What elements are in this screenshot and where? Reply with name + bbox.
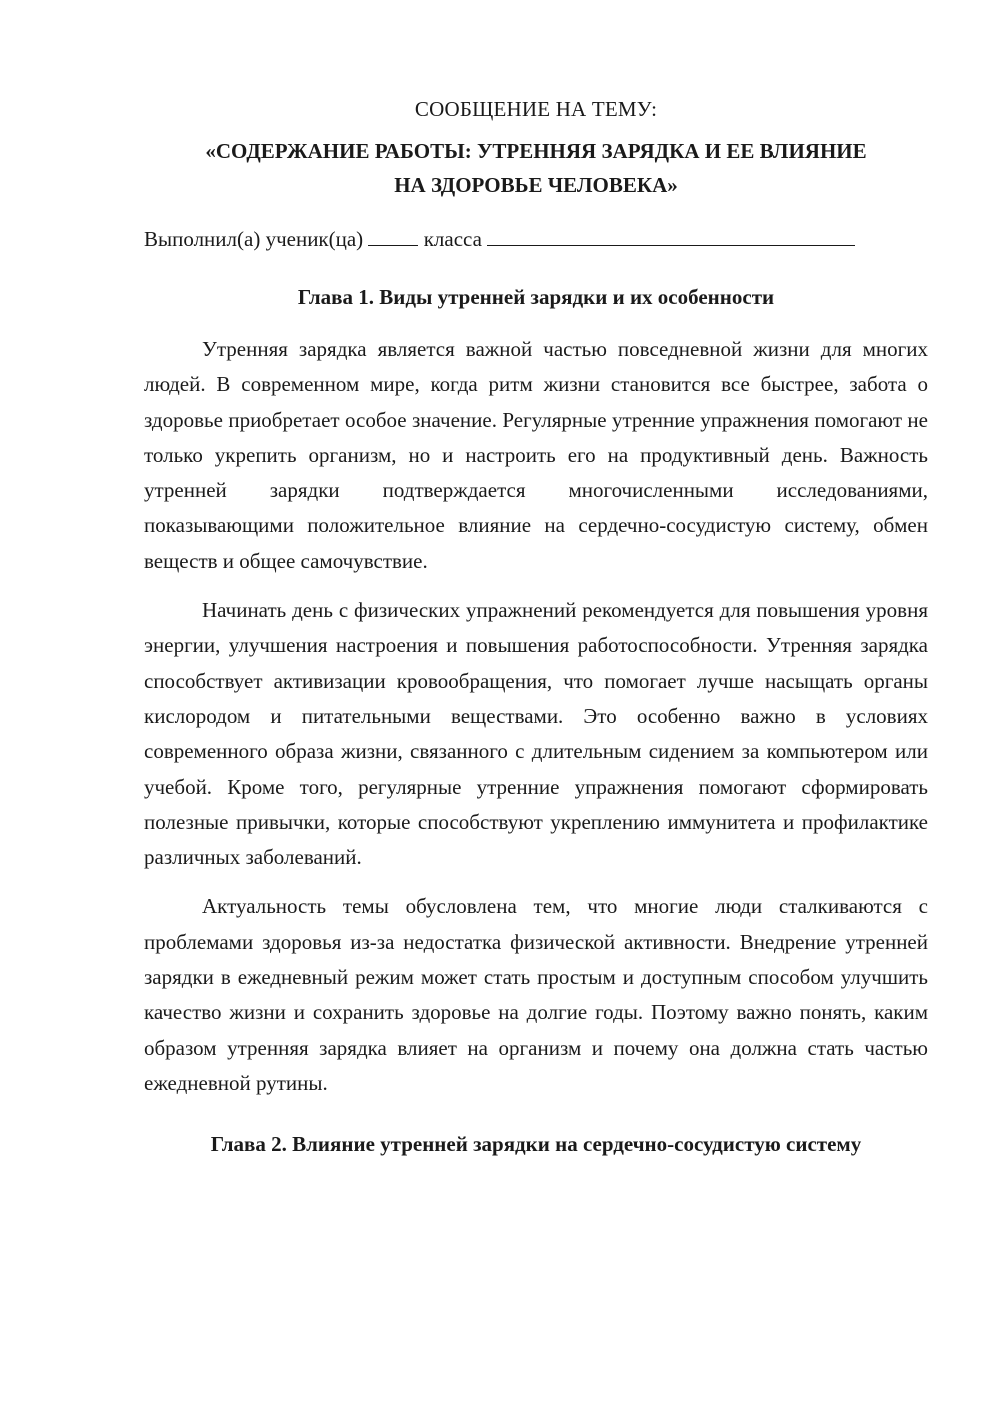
document-title-line-2: НА ЗДОРОВЬЕ ЧЕЛОВЕКА» [394,173,678,197]
document-title-line-1: «СОДЕРЖАНИЕ РАБОТЫ: УТРЕННЯЯ ЗАРЯДКА И ЕЕ ВЛИЯНИЕ [205,139,867,163]
author-line [144,222,928,256]
grade-blank [368,225,418,246]
chapter-1-heading: Глава 1. Виды утренней зарядки и их особенности [297,285,775,309]
class-label: класса [423,227,482,251]
document-page [144,92,928,1161]
chapter-2-heading: Глава 2. Влияние утренней зарядки на сердечно-сосудистую систему [210,1132,862,1157]
document-topic: СООБЩЕНИЕ НА ТЕМУ: [414,97,658,121]
paragraph-1: Утренняя зарядка является важной частью повседневной жизни для многих людей. В современном мире, когда ритм жизни становится все быстрее, забота о здоровье приобретает особое значение. Регулярные утренние упражнения помогают не только укрепить организм, но и настроить его на продуктивный день. Важность утренней зарядки подтверждается многочисленными исследованиями, показывающими положительное влияние на сердечно-сосудистую систему, обмен веществ и общее самочувствие. [144,337,928,573]
document-title [144,134,928,202]
name-blank [487,225,855,246]
paragraph-3: Актуальность темы обусловлена тем, что многие люди сталкиваются с проблемами здоровья из-за недостатка физической активности. Внедрение утренней зарядки в ежедневный режим может стать простым и доступным способом улучшить качество жизни и сохранить здоровье на долгие годы. Поэтому важно понять, каким образом утренняя зарядка влияет на организм и почему она должна стать частью ежедневной рутины. [144,894,928,1095]
author-label: Выполнил(а) ученик(ца) [144,227,364,251]
paragraph-2: Начинать день с физических упражнений рекомендуется для повышения уровня энергии, улучшения настроения и повышения работоспособности. Утренняя зарядка способствует активизации кровообращения, что помогает лучше насыщать органы кислородом и питательными веществами. Это особенно важно в условиях современного образа жизни, связанного с длительным сидением за компьютером или учебой. Кроме того, регулярные утренние упражнения помогают сформировать полезные привычки, которые способствуют укреплению иммунитета и профилактике различных заболеваний. [144,598,928,870]
